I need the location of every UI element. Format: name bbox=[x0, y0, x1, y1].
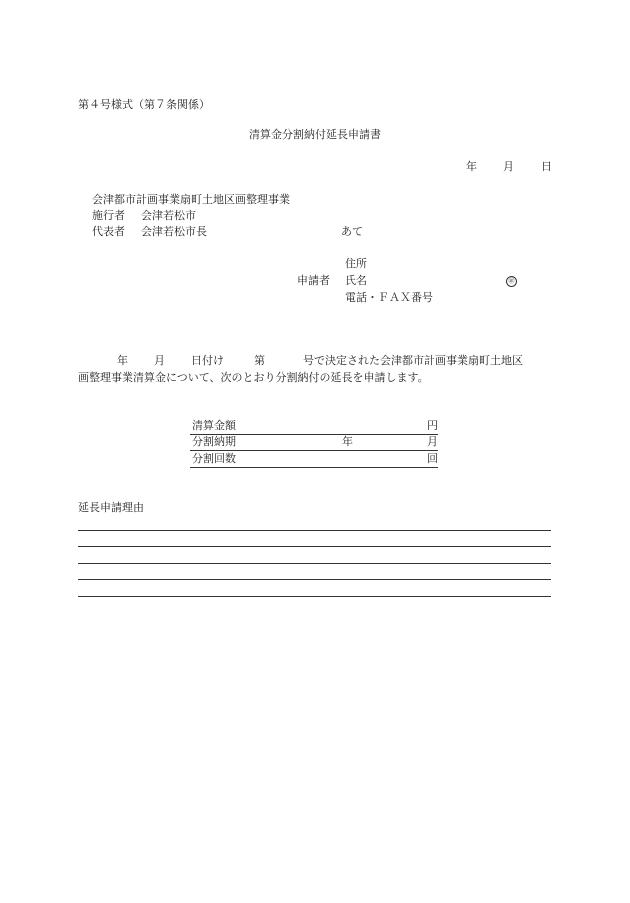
settlement-amount-label: 清算金額 bbox=[192, 419, 236, 432]
body-line1-rest: 号で決定された会津都市計画事業扇町土地区 bbox=[303, 354, 523, 367]
body-year: 年 bbox=[117, 354, 128, 367]
date-year: 年 bbox=[466, 160, 477, 173]
installment-period-row bbox=[190, 434, 438, 451]
applicant-name-label: 氏名 bbox=[345, 274, 367, 287]
installment-count-label: 分割回数 bbox=[192, 452, 236, 465]
reason-line bbox=[78, 579, 551, 580]
applicant-address-label: 住所 bbox=[345, 257, 367, 270]
representative-name: 会津若松市長 bbox=[141, 225, 207, 238]
settlement-amount-unit: 円 bbox=[427, 419, 438, 432]
installment-count-unit: 回 bbox=[427, 452, 438, 465]
installment-period-month: 月 bbox=[427, 435, 438, 448]
body-no: 第 bbox=[254, 354, 265, 367]
operator-label: 施行者 bbox=[92, 209, 125, 222]
installment-period-year: 年 bbox=[342, 435, 353, 448]
reason-line bbox=[78, 546, 551, 547]
installment-count-row bbox=[190, 451, 438, 468]
installment-period-label: 分割納期 bbox=[192, 435, 236, 448]
body-dated: 日付け bbox=[191, 354, 224, 367]
reason-line bbox=[78, 563, 551, 564]
date-day: 日 bbox=[541, 160, 552, 173]
date-month: 月 bbox=[503, 160, 514, 173]
reason-line bbox=[78, 596, 551, 597]
representative-label: 代表者 bbox=[92, 225, 125, 238]
extension-reason-label: 延長申請理由 bbox=[78, 501, 144, 514]
applicant-label: 申請者 bbox=[297, 274, 330, 287]
body-month: 月 bbox=[154, 354, 165, 367]
seal-mark: ㊞ bbox=[506, 276, 517, 287]
operator-name: 会津若松市 bbox=[141, 209, 196, 222]
document-title: 清算金分割納付延長申請書 bbox=[249, 128, 381, 141]
form-number: 第４号様式（第７条関係） bbox=[78, 98, 210, 111]
project-name: 会津都市計画事業扇町土地区画整理事業 bbox=[92, 193, 290, 206]
applicant-phone-fax-label: 電話・ＦＡＸ番号 bbox=[345, 291, 433, 304]
reason-line bbox=[78, 530, 551, 531]
settlement-amount-row bbox=[190, 418, 438, 435]
addressee-ate: あて bbox=[341, 225, 363, 238]
body-line2: 画整理事業清算金について、次のとおり分割納付の延長を申請します。 bbox=[78, 371, 429, 384]
